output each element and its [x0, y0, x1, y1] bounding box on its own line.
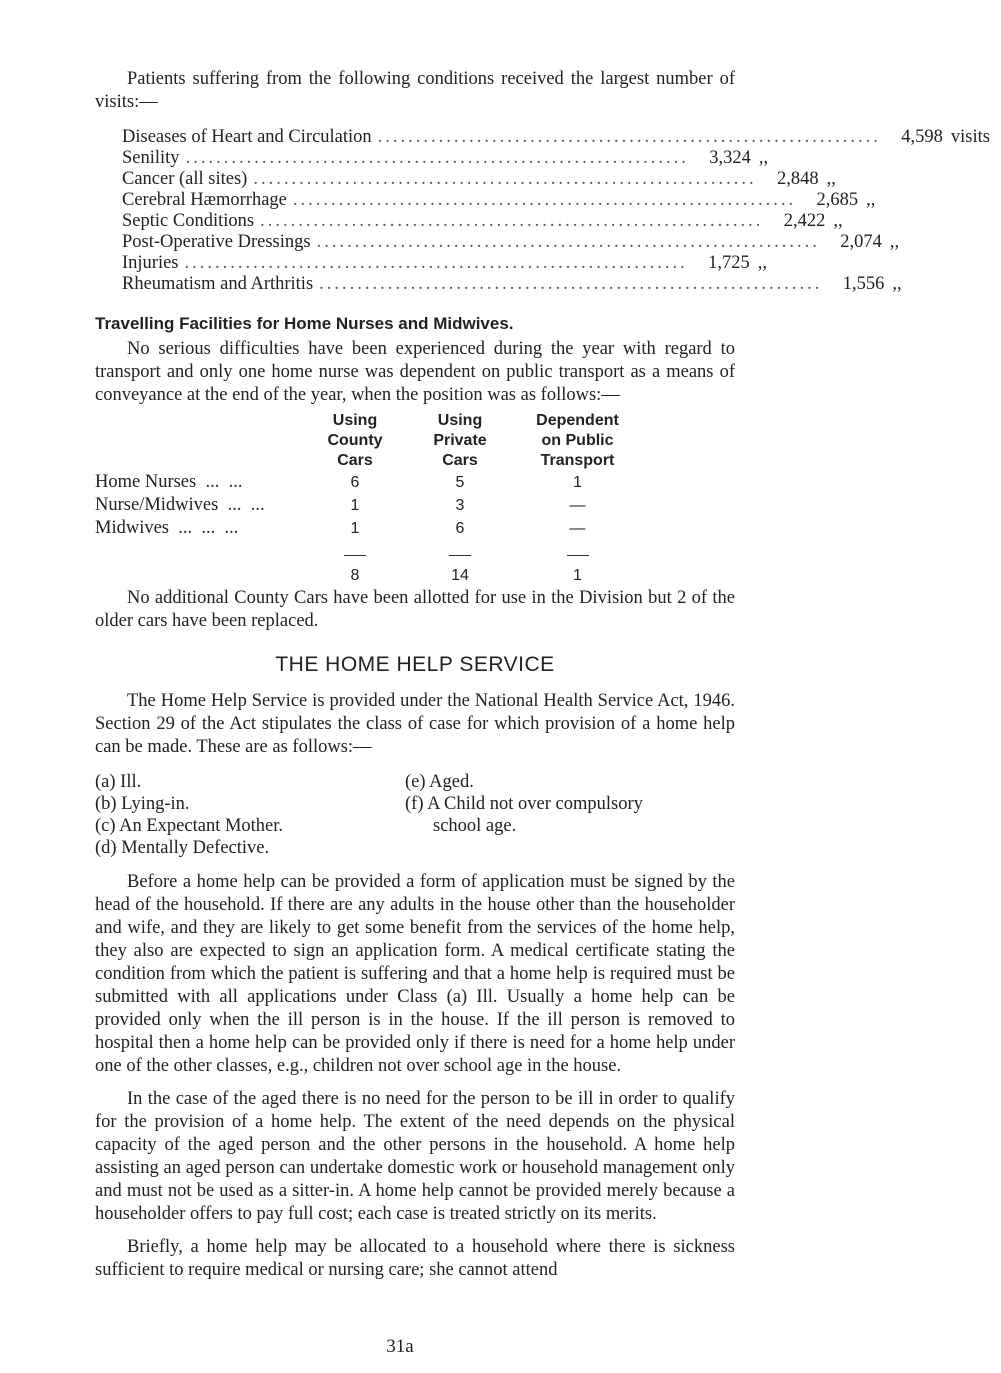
condition-count: 2,685 — [816, 190, 859, 210]
condition-unit: ,, — [757, 253, 768, 273]
condition-row — [122, 252, 768, 273]
condition-row — [122, 273, 902, 294]
condition-name: Cerebral Hæmorrhage — [122, 190, 287, 210]
page — [95, 68, 990, 1282]
table-cell: 6 — [350, 474, 360, 491]
leader-dots: .................................................................. — [253, 169, 757, 189]
leader-dots: .................................................................. — [316, 232, 820, 252]
leader-dots: .................................................................. — [292, 190, 797, 210]
condition-unit: ,, — [866, 190, 876, 210]
leader-dots: .................................................................. — [377, 127, 881, 147]
condition-name: Injuries — [122, 253, 179, 273]
table-cell: 1 — [350, 520, 360, 537]
class-item-continued: school age. — [433, 816, 517, 836]
leader-dots: .................................................................. — [319, 274, 823, 294]
class-item: (d) Mentally Defective. — [95, 838, 270, 858]
condition-name: Septic Conditions — [122, 211, 255, 231]
condition-name: Rheumatism and Arthritis — [122, 274, 314, 294]
condition-count: 2,848 — [776, 169, 819, 189]
condition-row — [122, 210, 843, 231]
table-cell: 6 — [455, 520, 465, 537]
total-cell: 8 — [350, 567, 360, 584]
condition-count: 3,324 — [709, 148, 751, 168]
condition-unit: visits — [950, 127, 990, 147]
condition-unit: ,, — [892, 274, 902, 294]
row-label: Midwives ... ... ... — [95, 518, 239, 538]
total-rule-row — [95, 540, 640, 563]
totals-row — [95, 563, 640, 587]
total-rule — [449, 555, 471, 556]
leader-dots: .................................................................. — [260, 211, 764, 231]
case-classes-left — [95, 771, 405, 859]
case-classes-right — [405, 771, 735, 859]
leader-dots: .................................................................. — [184, 253, 688, 273]
travel-heading: Travelling Facilities for Home Nurses and Midwives. — [95, 314, 514, 333]
table-row — [95, 517, 640, 540]
condition-count: 2,074 — [840, 232, 882, 252]
condition-row — [122, 168, 836, 189]
condition-count: 4,598 — [901, 127, 943, 147]
class-item: (b) Lying-in. — [95, 794, 190, 814]
condition-count: 2,422 — [783, 211, 826, 231]
page-number: 31a — [386, 1336, 414, 1357]
table-cell: 3 — [455, 497, 465, 514]
row-label: Home Nurses ... ... — [95, 472, 243, 492]
aged-paragraph: In the case of the aged there is no need for the person to be ill in order to qualify for the provision of a home help. The extent of the need depends on the physical capacity of the aged person and the other persons in the household. A home help assisting an aged person can undertake domestic work or household management only and must not be used as a sitter-in. A home help cannot be provided merely because a householder offers to pay full cost; each case is treated strictly on its merits. — [95, 1089, 735, 1224]
table-row — [95, 471, 640, 494]
table-cell: 5 — [455, 474, 465, 491]
class-item: (c) An Expectant Mother. — [95, 816, 284, 836]
conditions-list — [122, 126, 990, 294]
table-header-row — [95, 411, 640, 471]
row-label: Nurse/Midwives ... ... — [95, 495, 265, 515]
class-item: (f) A Child not over compulsory — [405, 794, 643, 814]
condition-name: Post-Operative Dressings — [122, 232, 311, 252]
column-header-county-cars: Using County Cars — [327, 412, 383, 469]
condition-unit: ,, — [826, 169, 836, 189]
total-rule — [567, 555, 589, 556]
application-paragraph: Before a home help can be provided a form of application must be signed by the head of the household. If there are any adults in the house other than the householder and wife, and they are likely to get some benefit from the services of the home help, they also are expected to sign an application form. A medical certificate stating the condition from which the patient is suffering and that a home help is required must be submitted with all applications under Class (a) Ill. Usually a home help can be provided only when the ill person is in the house. If the ill person is removed to hospital then a home help can be provided only if there is need for a home help under one of the other classes, e.g., children not over school age in the house. — [95, 872, 735, 1076]
table-row — [95, 494, 640, 517]
condition-unit: ,, — [833, 211, 843, 231]
visits-intro: Patients suffering from the following conditions received the largest number of visits:— — [95, 69, 735, 112]
condition-count: 1,556 — [842, 274, 885, 294]
condition-name: Senility — [122, 148, 180, 168]
condition-unit: ,, — [889, 232, 900, 252]
condition-row — [122, 189, 876, 210]
table-cell: 1 — [350, 497, 360, 514]
section-title: THE HOME HELP SERVICE — [275, 653, 555, 676]
condition-row — [122, 231, 900, 252]
travel-paragraph: No serious difficulties have been experienced during the year with regard to transport and only one home nurse was dependent on public transport as a means of conveyance at the end of the year, when the position was as follows:— — [95, 339, 735, 405]
column-header-public-transport: Dependent on Public Transport — [536, 412, 619, 469]
condition-unit: ,, — [758, 148, 769, 168]
transport-table — [95, 411, 640, 587]
condition-count: 1,725 — [708, 253, 750, 273]
condition-name: Diseases of Heart and Circulation — [122, 127, 372, 147]
class-item: (e) Aged. — [405, 772, 474, 792]
total-cell: 1 — [573, 567, 582, 584]
table-cell: — — [569, 520, 586, 537]
condition-row — [122, 126, 990, 147]
condition-name: Cancer (all sites) — [122, 169, 248, 189]
table-cell: 1 — [573, 474, 582, 491]
total-rule — [344, 555, 366, 556]
column-header-private-cars: Using Private Cars — [433, 412, 487, 469]
case-classes — [95, 771, 735, 859]
table-cell: — — [569, 497, 586, 514]
cars-note: No additional County Cars have been allotted for use in the Division but 2 of the older cars have been replaced. — [95, 588, 735, 631]
home-help-intro: The Home Help Service is provided under the National Health Service Act, 1946. Section 29 of the Act stipulates the class of case for which provision of a home help can be made. These are as follows:— — [95, 691, 735, 757]
condition-row — [122, 147, 769, 168]
class-item: (a) Ill. — [95, 772, 142, 792]
leader-dots: .................................................................. — [185, 148, 689, 168]
allocation-paragraph: Briefly, a home help may be allocated to a household where there is sickness sufficient to require medical or nursing care; she cannot attend — [95, 1237, 735, 1280]
total-cell: 14 — [451, 567, 469, 584]
